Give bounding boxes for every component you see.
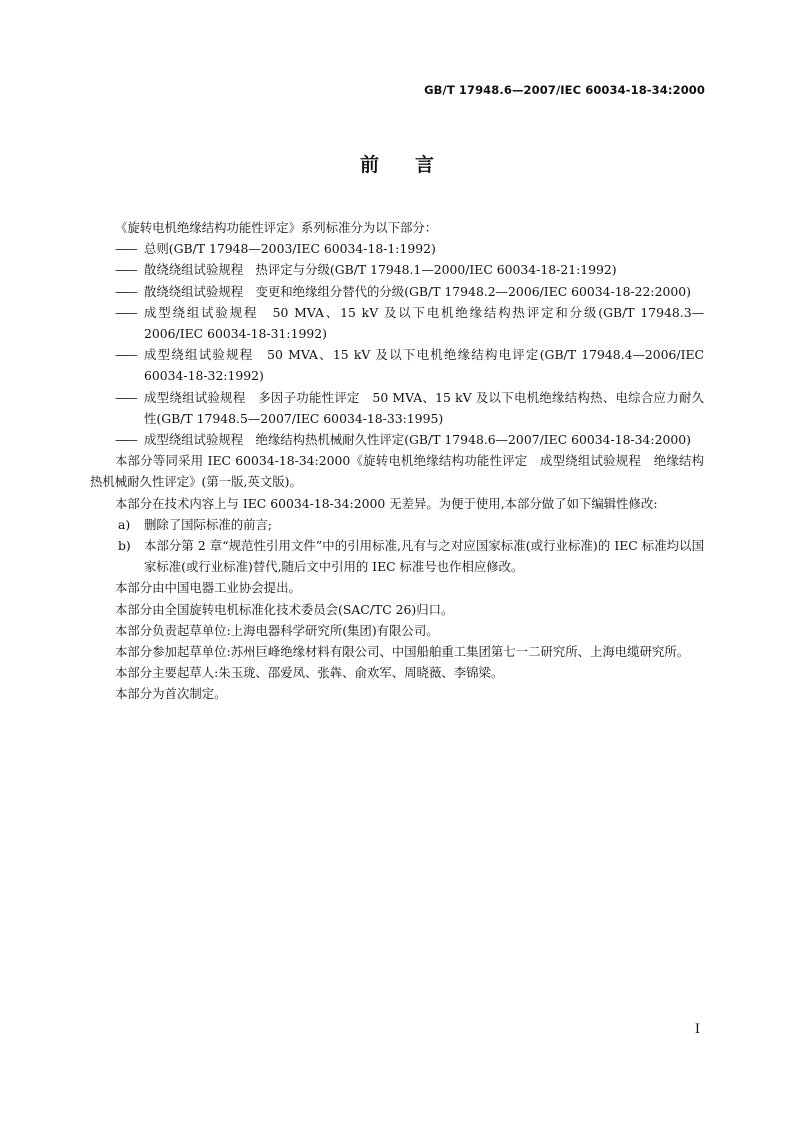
change-item-mark: a) xyxy=(118,516,131,532)
series-item-text: 成型绕组试验规程 50 MVA、15 kV 及以下电机绝缘结构电评定(GB/T 17948.4—2006/IEC 60034-18-32:1992) xyxy=(144,347,704,384)
change-item-mark: b) xyxy=(118,538,131,554)
dash-mark: —— xyxy=(115,389,136,405)
participating-organizations: 本部分参加起草单位:苏州巨峰绝缘材料有限公司、中国船舶重工集团第七一二研究所、上海电缆研究所。 xyxy=(115,644,690,660)
series-item xyxy=(90,238,704,259)
series-item-text: 散绕绕组试验规程 热评定与分级(GB/T 17948.1—2000/IEC 60034-18-21:1992) xyxy=(144,262,617,278)
foreword-body xyxy=(90,217,704,705)
series-item xyxy=(90,387,704,429)
series-item xyxy=(90,429,704,450)
proposed-by: 本部分由中国电器工业协会提出。 xyxy=(115,580,301,596)
first-edition-note: 本部分为首次制定。 xyxy=(115,686,227,702)
standard-code-header: GB/T 17948.6—2007/IEC 60034-18-34:2000 xyxy=(424,83,705,97)
series-item xyxy=(90,344,704,386)
dash-mark: —— xyxy=(115,432,136,448)
change-item-text: 本部分第 2 章“规范性引用文件”中的引用标准,凡有与之对应国家标准(或行业标准)的 IEC 标准均以国家标准(或行业标准)替代,随后文中引用的 IEC 标准号也作相应修改。 xyxy=(144,538,704,575)
dash-mark: —— xyxy=(115,283,136,299)
main-drafters: 本部分主要起草人:朱玉珑、邵爱凤、张犇、俞欢军、周晓薇、李锦梁。 xyxy=(115,665,504,681)
dash-mark: —— xyxy=(115,241,136,257)
series-item-text: 散绕绕组试验规程 变更和绝缘组分替代的分级(GB/T 17948.2—2006/IEC 60034-18-22:2000) xyxy=(144,283,691,299)
series-item-text: 成型绕组试验规程 多因子功能性评定 50 MVA、15 kV 及以下电机绝缘结构热、电综合应力耐久性(GB/T 17948.5—2007/IEC 60034-18-33:1995) xyxy=(144,389,704,426)
series-item xyxy=(90,302,704,344)
series-item xyxy=(90,281,704,302)
drafting-organization: 本部分负责起草单位:上海电器科学研究所(集团)有限公司。 xyxy=(115,622,439,638)
adoption-statement: 本部分等同采用 IEC 60034-18-34:2000《旋转电机绝缘结构功能性评定 成型绕组试验规程 绝缘结构热机械耐久性评定》(第一版,英文版)。 xyxy=(90,453,704,490)
dash-mark: —— xyxy=(115,304,136,320)
difference-statement: 本部分在技术内容上与 IEC 60034-18-34:2000 无差异。为便于使用,本部分做了如下编辑性修改: xyxy=(115,495,658,511)
series-item-text: 总则(GB/T 17948—2003/IEC 60034-18-1:1992) xyxy=(144,241,436,257)
dash-mark: —— xyxy=(115,347,136,363)
dash-mark: —— xyxy=(115,262,136,278)
change-item xyxy=(90,514,704,535)
series-item-text: 成型绕组试验规程 绝缘结构热机械耐久性评定(GB/T 17948.6—2007/IEC 60034-18-34:2000) xyxy=(144,432,691,448)
page-title: 前言 xyxy=(359,154,470,176)
series-intro: 《旋转电机绝缘结构功能性评定》系列标准分为以下部分： xyxy=(115,220,438,235)
series-item xyxy=(90,259,704,280)
change-item xyxy=(90,535,704,577)
series-item-text: 成型绕组试验规程 50 MVA、15 kV 及以下电机绝缘结构热评定和分级(GB/T 17948.3—2006/IEC 60034-18-31:1992) xyxy=(144,304,704,342)
under-jurisdiction: 本部分由全国旋转电机标准化技术委员会(SAC/TC 26)归口。 xyxy=(115,601,454,617)
page-number: I xyxy=(694,1022,700,1037)
change-item-text: 删除了国际标准的前言; xyxy=(144,516,273,532)
